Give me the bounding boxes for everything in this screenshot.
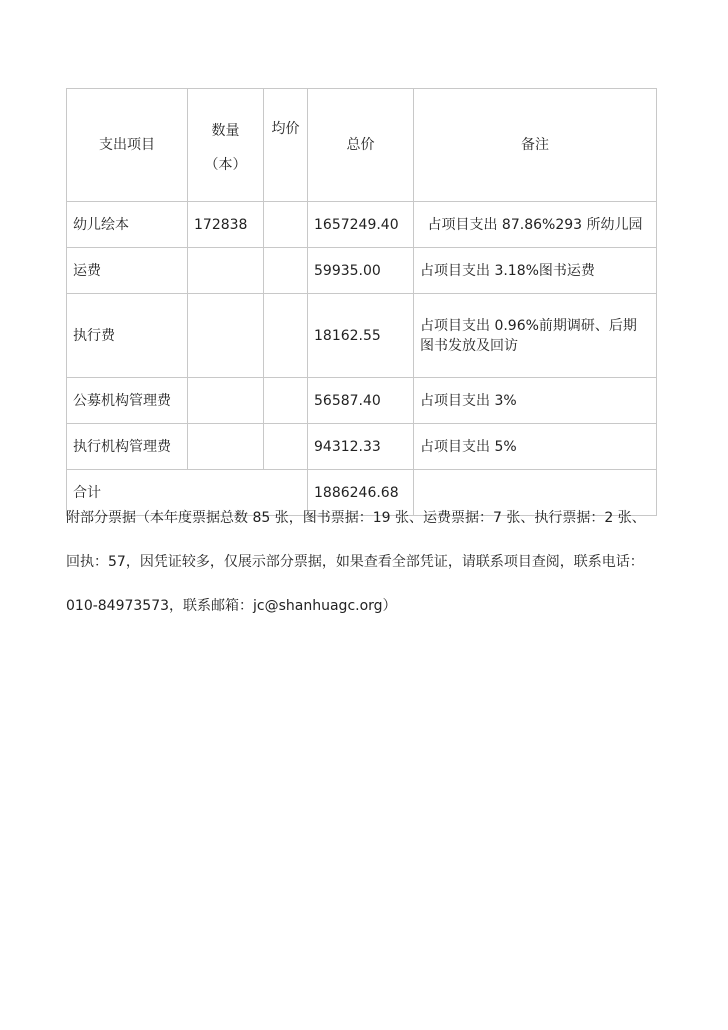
table-row xyxy=(67,378,657,424)
table-row xyxy=(67,202,657,248)
row-item: 运费 xyxy=(67,248,188,294)
row-total: 56587.40 xyxy=(308,378,414,424)
header-quantity-unit: （本） xyxy=(204,157,247,173)
row-quantity xyxy=(188,424,264,470)
row-quantity xyxy=(188,378,264,424)
row-item: 公募机构管理费 xyxy=(67,378,188,424)
row-item: 执行机构管理费 xyxy=(67,424,188,470)
header-total: 总价 xyxy=(308,89,414,202)
header-quantity-label: 数量 xyxy=(211,123,240,139)
row-unit-price xyxy=(264,294,308,378)
table-row xyxy=(67,248,657,294)
row-total: 59935.00 xyxy=(308,248,414,294)
row-note: 占项目支出 0.96%前期调研、后期图书发放及回访 xyxy=(414,294,657,378)
sum-total: 1886246.68 xyxy=(308,470,414,516)
table-row xyxy=(67,424,657,470)
table-header-row xyxy=(67,89,657,202)
row-item: 幼儿绘本 xyxy=(67,202,188,248)
expense-table xyxy=(66,88,657,516)
row-unit-price xyxy=(264,378,308,424)
sum-label: 合计 xyxy=(67,470,308,516)
row-total: 18162.55 xyxy=(308,294,414,378)
row-quantity xyxy=(188,248,264,294)
header-quantity xyxy=(188,89,264,202)
row-total: 1657249.40 xyxy=(308,202,414,248)
table-row xyxy=(67,294,657,378)
row-quantity xyxy=(188,294,264,378)
row-quantity: 172838 xyxy=(188,202,264,248)
row-unit-price xyxy=(264,202,308,248)
row-unit-price xyxy=(264,248,308,294)
row-note: 占项目支出 3.18%图书运费 xyxy=(414,248,657,294)
row-item: 执行费 xyxy=(67,294,188,378)
row-unit-price xyxy=(264,424,308,470)
header-unit-price: 均价 xyxy=(264,89,308,202)
row-note: 占项目支出 5% xyxy=(414,424,657,470)
row-note: 占项目支出 3% xyxy=(414,378,657,424)
header-item: 支出项目 xyxy=(67,89,188,202)
row-total: 94312.33 xyxy=(308,424,414,470)
row-note: 占项目支出 87.86%293 所幼儿园 xyxy=(414,202,657,248)
receipts-footnote: 附部分票据（本年度票据总数 85 张，图书票据：19 张、运费票据：7 张、执行票据：2 张、回执：57，因凭证较多，仅展示部分票据，如果查看全部凭证，请联系项目查阅，联系电话：010-84973573，联系邮箱：jc@shanhuagc.org） xyxy=(66,510,646,614)
header-note: 备注 xyxy=(414,89,657,202)
